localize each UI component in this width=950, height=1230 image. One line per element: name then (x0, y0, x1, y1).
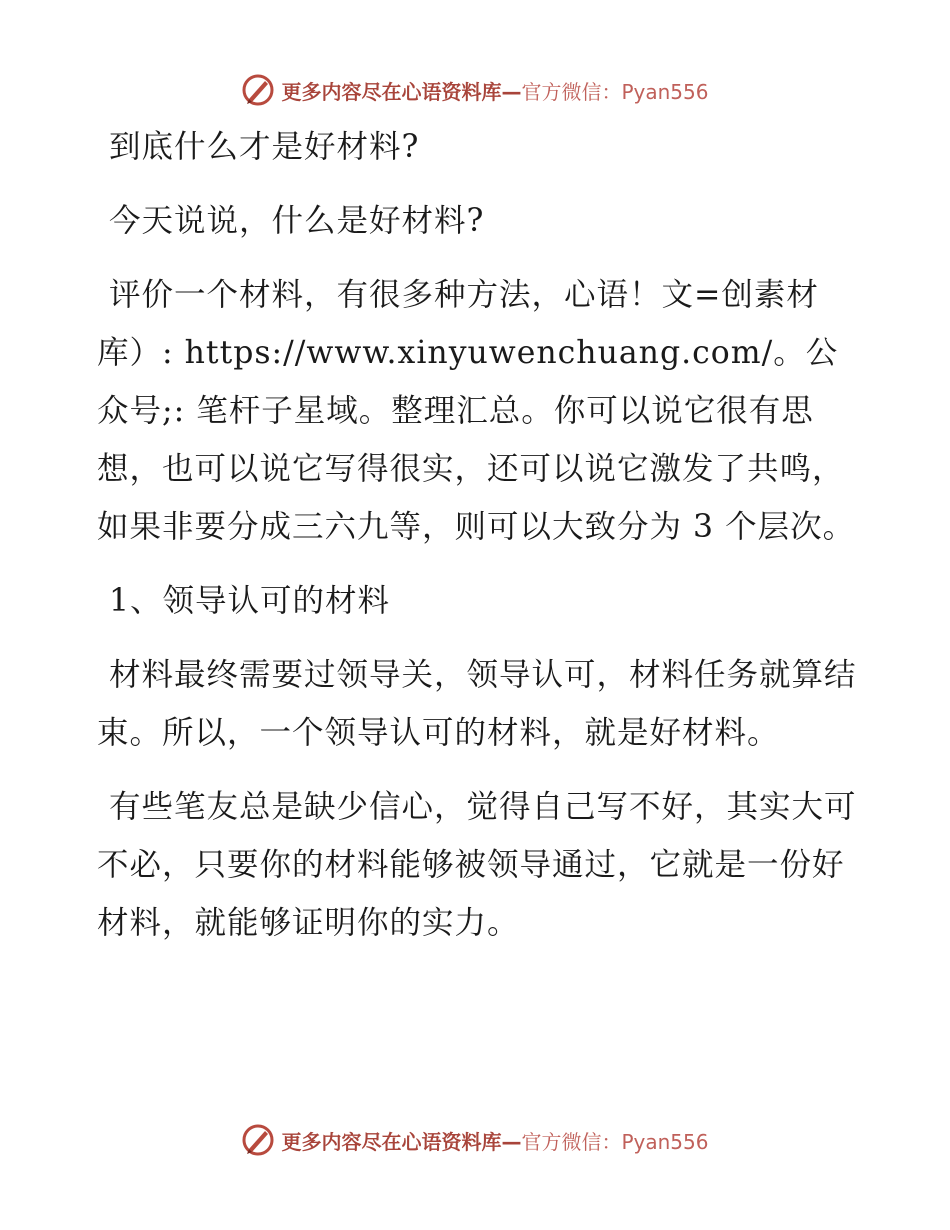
document-body (97, 118, 857, 968)
pen-logo-icon (241, 73, 275, 107)
evaluation-paragraph: 评价一个材料，有很多种方法，心语！文=创素材库）: https://www.xinyuwenchuang.com/。公众号;: 笔杆子星域。整理汇总。你可以说它很有思想，也可以说它写得很实，还可以说它激发了共鸣，如果非要分成三六九等，则可以大致分为 3 个层次。 (97, 277, 856, 545)
header-banner-wechat: 官方微信：Pyan556 (521, 79, 709, 104)
title-question: 到底什么才是好材料? (109, 129, 420, 165)
pen-logo-icon (241, 1123, 275, 1157)
footer-banner-wechat: 官方微信：Pyan556 (521, 1129, 709, 1154)
footer-banner (0, 1120, 950, 1160)
section-heading-1: 1、领导认可的材料 (109, 583, 391, 619)
intro-paragraph: 今天说说，什么是好材料? (109, 203, 485, 239)
footer-banner-text: 更多内容尽在心语资料库— (281, 1129, 522, 1154)
header-banner-text: 更多内容尽在心语资料库— (281, 79, 522, 104)
header-banner (0, 70, 950, 110)
section-1-paragraph: 材料最终需要过领导关，领导认可，材料任务就算结束。所以，一个领导认可的材料，就是好材料。 (97, 657, 857, 751)
confidence-paragraph: 有些笔友总是缺少信心，觉得自己写不好，其实大可不必，只要你的材料能够被领导通过，它就是一份好材料，就能够证明你的实力。 (97, 789, 857, 941)
